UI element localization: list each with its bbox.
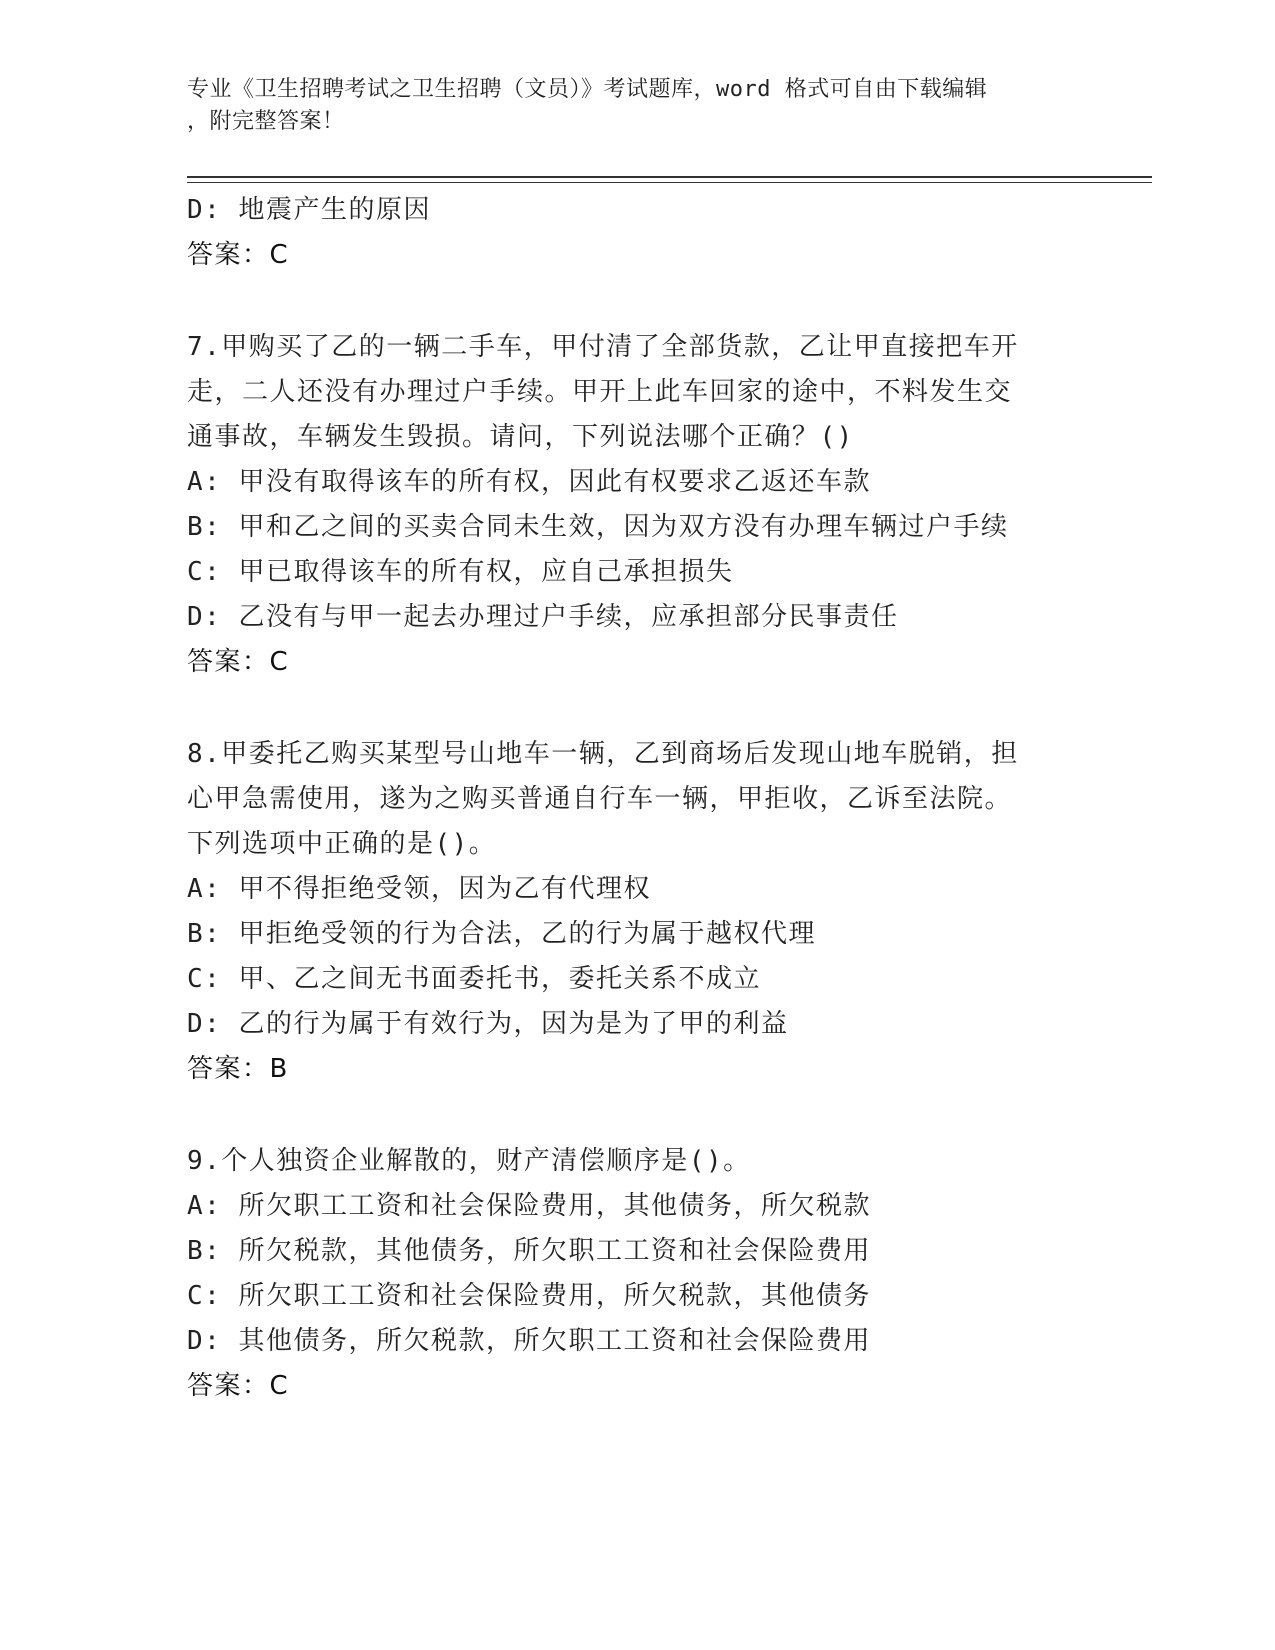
question-stem-line: 走，二人还没有办理过户手续。甲开上此车回家的途中，不料发生交 (187, 377, 1013, 407)
option-a: A: 所欠职工工资和社会保险费用，其他债务，所欠税款 (187, 1191, 871, 1221)
option-d: D: 其他债务，所欠税款，所欠职工工资和社会保险费用 (187, 1326, 871, 1356)
question-stem-line: 8.甲委托乙购买某型号山地车一辆，乙到商场后发现山地车脱销，担 (187, 739, 1019, 769)
option-b: B: 甲拒绝受领的行为合法，乙的行为属于越权代理 (187, 919, 816, 949)
answer-line: 答案：C (187, 1371, 290, 1401)
header-line-2: ，附完整答案！ (187, 109, 345, 134)
page-header (187, 74, 1087, 138)
spacer (187, 278, 1067, 325)
question-stem-line: 通事故，车辆发生毁损。请问，下列说法哪个正确？() (187, 422, 854, 452)
option-b: B: 所欠税款，其他债务，所欠职工工资和社会保险费用 (187, 1236, 871, 1266)
carryover-option-d: D: 地震产生的原因 (187, 195, 431, 225)
spacer (187, 685, 1067, 732)
option-c: C: 甲已取得该车的所有权，应自己承担损失 (187, 557, 734, 587)
option-d: D: 乙没有与甲一起去办理过户手续，应承担部分民事责任 (187, 602, 899, 632)
question-block (187, 732, 1067, 1092)
option-a: A: 甲不得拒绝受领，因为乙有代理权 (187, 874, 651, 904)
option-a: A: 甲没有取得该车的所有权，因此有权要求乙返还车款 (187, 467, 871, 497)
question-stem-line: 下列选项中正确的是()。 (187, 829, 497, 859)
question-stem-line: 7.甲购买了乙的一辆二手车，甲付清了全部货款，乙让甲直接把车开 (187, 332, 1019, 362)
question-content (187, 188, 1067, 1409)
question-block (187, 1139, 1067, 1409)
spacer (187, 1092, 1067, 1139)
option-d: D: 乙的行为属于有效行为，因为是为了甲的利益 (187, 1009, 789, 1039)
option-b: B: 甲和乙之间的买卖合同未生效，因为双方没有办理车辆过户手续 (187, 512, 1009, 542)
question-block (187, 325, 1067, 685)
question-stem-line: 9.个人独资企业解散的，财产清偿顺序是()。 (187, 1146, 751, 1176)
question-stem-line: 心甲急需使用，遂为之购买普通自行车一辆，甲拒收，乙诉至法院。 (187, 784, 1013, 814)
carryover-answer: 答案：C (187, 240, 290, 270)
option-c: C: 甲、乙之间无书面委托书，委托关系不成立 (187, 964, 761, 994)
answer-line: 答案：C (187, 647, 290, 677)
header-line-1: 专业《卫生招聘考试之卫生招聘（文员）》考试题库，word 格式可自由下载编辑 (187, 77, 988, 102)
option-c: C: 所欠职工工资和社会保险费用，所欠税款，其他债务 (187, 1281, 871, 1311)
header-divider (187, 176, 1152, 183)
answer-line: 答案：B (187, 1054, 289, 1084)
